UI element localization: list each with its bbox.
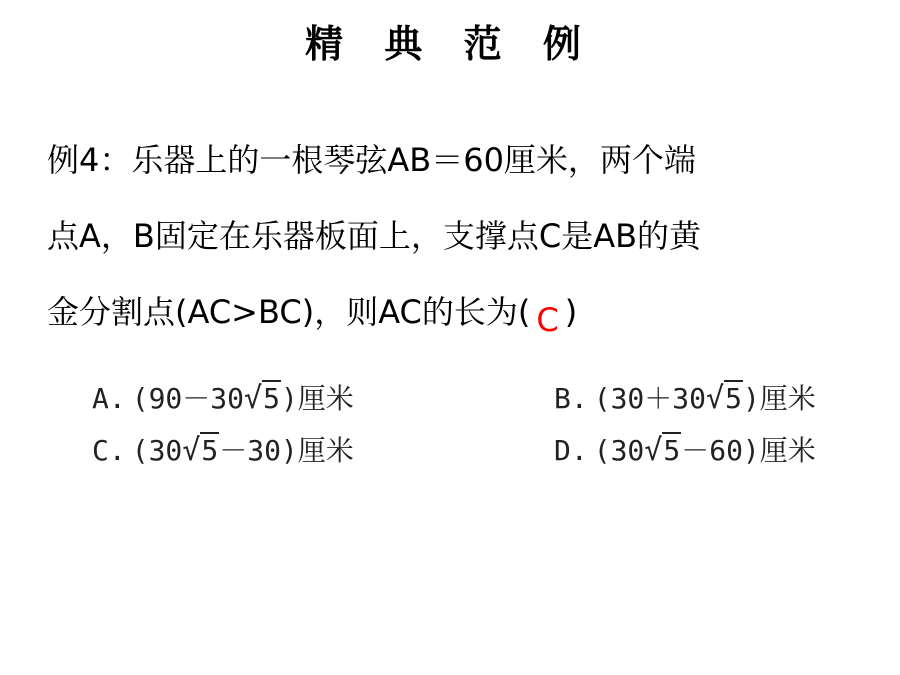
slide-title: 精 典 范 例: [305, 21, 595, 66]
options-row-2: [92, 429, 852, 481]
option-d-post: －60)厘米: [681, 434, 816, 467]
option-c-post: －30)厘米: [219, 434, 354, 467]
option-a-post: )厘米: [280, 382, 354, 415]
problem-line-2: 点A，B固定在乐器板面上，支撑点C是AB的黄: [47, 217, 702, 255]
option-a: [92, 377, 354, 421]
option-a-pre: (90－30: [131, 382, 245, 415]
problem-line-3-close: ): [564, 293, 578, 331]
option-c: [92, 429, 354, 473]
option-d-letter: D.: [554, 434, 588, 467]
sqrt-symbol: √5: [644, 433, 681, 468]
option-c-radicand: 5: [201, 434, 219, 467]
option-b-post: )厘米: [742, 382, 816, 415]
sqrt-symbol: √5: [244, 381, 280, 416]
answer-letter: C: [536, 301, 559, 339]
option-a-letter: A.: [92, 382, 126, 415]
options-row-1: [92, 377, 852, 429]
problem-line-3: [47, 274, 847, 350]
option-b-radicand: 5: [725, 382, 742, 415]
sqrt-symbol: √5: [182, 433, 219, 468]
sqrt-symbol: √5: [706, 381, 742, 416]
option-d-pre: (30: [593, 434, 645, 467]
option-b-pre: (30＋30: [593, 382, 707, 415]
option-b-letter: B.: [554, 382, 588, 415]
option-d: [554, 429, 816, 473]
problem-line-1: 例4：乐器上的一根琴弦AB＝60厘米，两个端: [47, 141, 696, 179]
option-c-letter: C.: [92, 434, 126, 467]
problem-statement: [47, 122, 847, 350]
answer-options: [92, 377, 852, 481]
option-b: [554, 377, 816, 421]
problem-line-3-text: 金分割点(AC>BC)，则AC的长为(: [47, 293, 531, 331]
option-c-pre: (30: [131, 434, 183, 467]
option-a-radicand: 5: [263, 382, 280, 415]
option-d-radicand: 5: [663, 434, 681, 467]
